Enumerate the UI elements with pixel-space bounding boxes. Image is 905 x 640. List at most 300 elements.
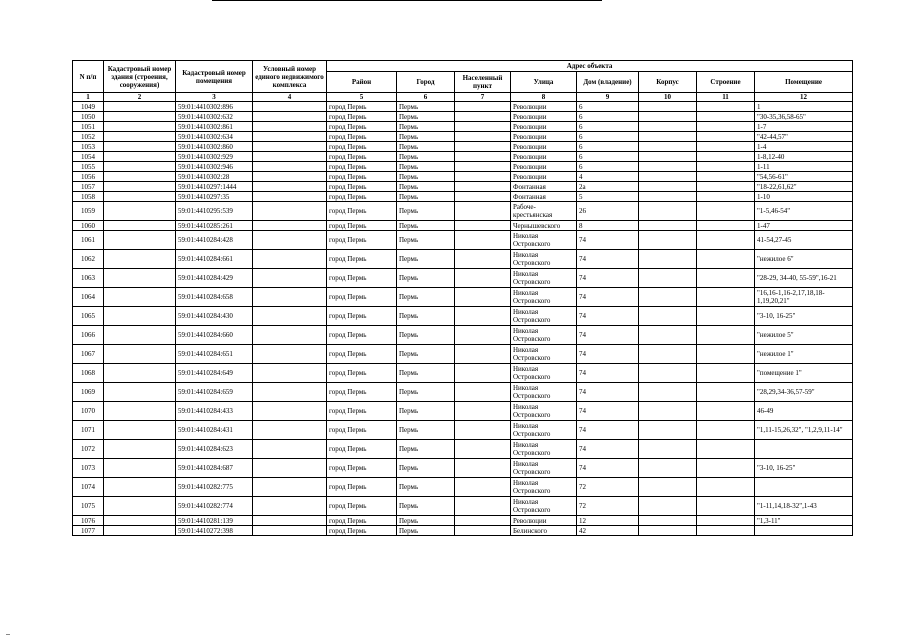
cell-city: Пермь bbox=[397, 202, 455, 221]
cell-cad-room: 59:01:4410302:632 bbox=[176, 112, 253, 122]
cell-house: 12 bbox=[577, 516, 639, 526]
cell-num: 1074 bbox=[73, 478, 104, 497]
table-row bbox=[73, 364, 853, 383]
cell-cad-room: 59:01:4410284:661 bbox=[176, 250, 253, 269]
cell-num: 1075 bbox=[73, 497, 104, 516]
cell-district: город Пермь bbox=[327, 202, 397, 221]
cell-city: Пермь bbox=[397, 250, 455, 269]
cell-street: Революции bbox=[511, 516, 577, 526]
cell-num: 1066 bbox=[73, 326, 104, 345]
cell-house: 6 bbox=[577, 122, 639, 132]
cell-street: Николая Островского bbox=[511, 345, 577, 364]
header-colnum-8: 9 bbox=[577, 93, 639, 102]
cell-cad-room: 59:01:4410282:775 bbox=[176, 478, 253, 497]
cell-building bbox=[697, 221, 755, 231]
cell-room: "нежилое 5" bbox=[755, 326, 853, 345]
cell-room: 41-54,27-45 bbox=[755, 231, 853, 250]
cell-room: 1-7 bbox=[755, 122, 853, 132]
cell-cad-building bbox=[104, 132, 176, 142]
cell-city: Пермь bbox=[397, 182, 455, 192]
cell-cad-building bbox=[104, 526, 176, 536]
header-colnum-5: 6 bbox=[397, 93, 455, 102]
table-row bbox=[73, 516, 853, 526]
cell-settlement bbox=[455, 383, 511, 402]
table-row bbox=[73, 459, 853, 478]
cell-settlement bbox=[455, 172, 511, 182]
cell-room bbox=[755, 478, 853, 497]
table-row bbox=[73, 122, 853, 132]
cell-house: 74 bbox=[577, 307, 639, 326]
cell-house: 72 bbox=[577, 478, 639, 497]
cell-num: 1064 bbox=[73, 288, 104, 307]
cell-district: город Пермь bbox=[327, 364, 397, 383]
table-row bbox=[73, 440, 853, 459]
cell-settlement bbox=[455, 250, 511, 269]
cell-house: 74 bbox=[577, 288, 639, 307]
cell-num: 1051 bbox=[73, 122, 104, 132]
header-sub-1: Город bbox=[397, 72, 455, 93]
cell-city: Пермь bbox=[397, 383, 455, 402]
cell-cad-room: 59:01:4410284:658 bbox=[176, 288, 253, 307]
cell-building bbox=[697, 364, 755, 383]
cell-korpus bbox=[639, 440, 697, 459]
cell-room: "1-11,14,18-32",1-43 bbox=[755, 497, 853, 516]
cell-num: 1068 bbox=[73, 364, 104, 383]
cell-room: "помещение 1" bbox=[755, 364, 853, 383]
cell-room: "1,11-15,26,32", "1,2,9,11-14" bbox=[755, 421, 853, 440]
table-row bbox=[73, 202, 853, 221]
cell-street: Революции bbox=[511, 172, 577, 182]
cell-korpus bbox=[639, 459, 697, 478]
cell-cond-num bbox=[253, 440, 327, 459]
cell-district: город Пермь bbox=[327, 112, 397, 122]
cell-street: Николая Островского bbox=[511, 497, 577, 516]
cell-street: Николая Островского bbox=[511, 326, 577, 345]
cell-cad-building bbox=[104, 202, 176, 221]
cell-settlement bbox=[455, 307, 511, 326]
header-sub-2: Населенный пункт bbox=[455, 72, 511, 93]
table-row bbox=[73, 172, 853, 182]
cell-building bbox=[697, 112, 755, 122]
header-sub-7: Помещение bbox=[755, 72, 853, 93]
cell-cad-building bbox=[104, 383, 176, 402]
header-colnum-2: 3 bbox=[176, 93, 253, 102]
cell-room: "1-5,46-54" bbox=[755, 202, 853, 221]
cell-district: город Пермь bbox=[327, 345, 397, 364]
cell-district: город Пермь bbox=[327, 421, 397, 440]
cell-settlement bbox=[455, 192, 511, 202]
cell-cond-num bbox=[253, 383, 327, 402]
cell-settlement bbox=[455, 421, 511, 440]
cell-cad-room: 59:01:4410295:539 bbox=[176, 202, 253, 221]
cell-cond-num bbox=[253, 202, 327, 221]
cell-korpus bbox=[639, 516, 697, 526]
cell-cad-room: 59:01:4410272:398 bbox=[176, 526, 253, 536]
cell-street: Чернышевского bbox=[511, 221, 577, 231]
cell-num: 1072 bbox=[73, 440, 104, 459]
cell-cond-num bbox=[253, 459, 327, 478]
cell-num: 1070 bbox=[73, 402, 104, 421]
cell-korpus bbox=[639, 152, 697, 162]
cell-korpus bbox=[639, 326, 697, 345]
cell-building bbox=[697, 231, 755, 250]
cell-district: город Пермь bbox=[327, 132, 397, 142]
cell-cad-room: 59:01:4410284:687 bbox=[176, 459, 253, 478]
cell-street: Николая Островского bbox=[511, 383, 577, 402]
cell-building bbox=[697, 497, 755, 516]
cell-building bbox=[697, 459, 755, 478]
cell-room: "42-44,57" bbox=[755, 132, 853, 142]
cell-building bbox=[697, 288, 755, 307]
cell-korpus bbox=[639, 182, 697, 192]
cell-num: 1073 bbox=[73, 459, 104, 478]
cell-korpus bbox=[639, 231, 697, 250]
cell-city: Пермь bbox=[397, 364, 455, 383]
cell-building bbox=[697, 402, 755, 421]
cell-korpus bbox=[639, 162, 697, 172]
header-colnum-9: 10 bbox=[639, 93, 697, 102]
table-row bbox=[73, 497, 853, 516]
cell-cond-num bbox=[253, 132, 327, 142]
cell-cond-num bbox=[253, 192, 327, 202]
cell-num: 1054 bbox=[73, 152, 104, 162]
table-row bbox=[73, 307, 853, 326]
cell-district: город Пермь bbox=[327, 172, 397, 182]
cell-house: 74 bbox=[577, 345, 639, 364]
cell-city: Пермь bbox=[397, 478, 455, 497]
cell-korpus bbox=[639, 142, 697, 152]
cell-district: город Пермь bbox=[327, 250, 397, 269]
cell-room: "3-10, 16-25" bbox=[755, 307, 853, 326]
cell-num: 1049 bbox=[73, 102, 104, 112]
cell-settlement bbox=[455, 102, 511, 112]
cell-settlement bbox=[455, 162, 511, 172]
cell-settlement bbox=[455, 122, 511, 132]
cell-cad-room: 59:01:4410302:896 bbox=[176, 102, 253, 112]
cell-cond-num bbox=[253, 269, 327, 288]
cell-cond-num bbox=[253, 182, 327, 192]
cell-house: 74 bbox=[577, 459, 639, 478]
cell-house: 6 bbox=[577, 102, 639, 112]
cell-cad-building bbox=[104, 102, 176, 112]
cell-city: Пермь bbox=[397, 221, 455, 231]
cell-district: город Пермь bbox=[327, 497, 397, 516]
cell-house: 74 bbox=[577, 364, 639, 383]
cell-district: город Пермь bbox=[327, 307, 397, 326]
cell-street: Николая Островского bbox=[511, 402, 577, 421]
cell-cad-building bbox=[104, 221, 176, 231]
scan-mark bbox=[6, 634, 10, 635]
table-row bbox=[73, 221, 853, 231]
cell-house: 2а bbox=[577, 182, 639, 192]
cell-num: 1058 bbox=[73, 192, 104, 202]
header-colnum-6: 7 bbox=[455, 93, 511, 102]
cell-district: город Пермь bbox=[327, 526, 397, 536]
header-address: Адрес объекта bbox=[327, 61, 853, 72]
cell-house: 4 bbox=[577, 172, 639, 182]
cell-district: город Пермь bbox=[327, 142, 397, 152]
cell-cond-num bbox=[253, 231, 327, 250]
cell-cad-room: 59:01:4410284:659 bbox=[176, 383, 253, 402]
cell-building bbox=[697, 526, 755, 536]
cell-settlement bbox=[455, 497, 511, 516]
cell-settlement bbox=[455, 402, 511, 421]
cell-district: город Пермь bbox=[327, 383, 397, 402]
cell-room: 1-47 bbox=[755, 221, 853, 231]
cell-cad-building bbox=[104, 459, 176, 478]
cell-cad-building bbox=[104, 516, 176, 526]
cell-num: 1055 bbox=[73, 162, 104, 172]
cell-street: Революции bbox=[511, 112, 577, 122]
table-row bbox=[73, 142, 853, 152]
cell-cond-num bbox=[253, 122, 327, 132]
cell-cond-num bbox=[253, 402, 327, 421]
cell-settlement bbox=[455, 231, 511, 250]
cell-korpus bbox=[639, 345, 697, 364]
table-row bbox=[73, 345, 853, 364]
table-row bbox=[73, 383, 853, 402]
cell-cad-room: 59:01:4410281:139 bbox=[176, 516, 253, 526]
cell-cad-building bbox=[104, 421, 176, 440]
header-sub-6: Строение bbox=[697, 72, 755, 93]
cell-cad-room: 59:01:4410284:660 bbox=[176, 326, 253, 345]
cell-room bbox=[755, 440, 853, 459]
cell-building bbox=[697, 421, 755, 440]
cell-cad-building bbox=[104, 307, 176, 326]
cell-city: Пермь bbox=[397, 459, 455, 478]
cell-house: 6 bbox=[577, 152, 639, 162]
cell-district: город Пермь bbox=[327, 516, 397, 526]
cell-district: город Пермь bbox=[327, 102, 397, 112]
header-colnum-11: 12 bbox=[755, 93, 853, 102]
cell-building bbox=[697, 326, 755, 345]
cell-street: Николая Островского bbox=[511, 231, 577, 250]
cell-building bbox=[697, 162, 755, 172]
header-sub-4: Дом (владение) bbox=[577, 72, 639, 93]
cell-district: город Пермь bbox=[327, 440, 397, 459]
cell-cad-building bbox=[104, 142, 176, 152]
cell-num: 1061 bbox=[73, 231, 104, 250]
cell-building bbox=[697, 345, 755, 364]
cell-cad-room: 59:01:4410284:649 bbox=[176, 364, 253, 383]
cell-cond-num bbox=[253, 152, 327, 162]
cell-house: 74 bbox=[577, 402, 639, 421]
cell-street: Николая Островского bbox=[511, 440, 577, 459]
cell-num: 1057 bbox=[73, 182, 104, 192]
cell-korpus bbox=[639, 478, 697, 497]
cell-cad-room: 59:01:4410302:28 bbox=[176, 172, 253, 182]
table-row bbox=[73, 269, 853, 288]
cell-num: 1077 bbox=[73, 526, 104, 536]
cell-building bbox=[697, 182, 755, 192]
cell-num: 1053 bbox=[73, 142, 104, 152]
cell-house: 74 bbox=[577, 269, 639, 288]
cell-street: Николая Островского bbox=[511, 421, 577, 440]
cell-building bbox=[697, 307, 755, 326]
cell-building bbox=[697, 478, 755, 497]
cell-settlement bbox=[455, 459, 511, 478]
cell-house: 6 bbox=[577, 142, 639, 152]
table-row bbox=[73, 250, 853, 269]
cell-room: "нежилое 6" bbox=[755, 250, 853, 269]
cell-house: 42 bbox=[577, 526, 639, 536]
cell-house: 5 bbox=[577, 192, 639, 202]
cell-cond-num bbox=[253, 112, 327, 122]
cell-city: Пермь bbox=[397, 402, 455, 421]
cell-city: Пермь bbox=[397, 162, 455, 172]
cell-korpus bbox=[639, 202, 697, 221]
cell-street: Николая Островского bbox=[511, 478, 577, 497]
cell-num: 1052 bbox=[73, 132, 104, 142]
cell-cond-num bbox=[253, 497, 327, 516]
cell-cond-num bbox=[253, 102, 327, 112]
cell-city: Пермь bbox=[397, 152, 455, 162]
cell-street: Николая Островского bbox=[511, 250, 577, 269]
cell-cad-building bbox=[104, 345, 176, 364]
cell-building bbox=[697, 152, 755, 162]
cell-cond-num bbox=[253, 221, 327, 231]
cell-cad-room: 59:01:4410297:35 bbox=[176, 192, 253, 202]
cell-settlement bbox=[455, 132, 511, 142]
cell-cad-building bbox=[104, 440, 176, 459]
cell-district: город Пермь bbox=[327, 326, 397, 345]
cell-district: город Пермь bbox=[327, 221, 397, 231]
cell-street: Революции bbox=[511, 132, 577, 142]
cell-city: Пермь bbox=[397, 142, 455, 152]
cell-settlement bbox=[455, 152, 511, 162]
cell-room: "28,29,34-36,57-59" bbox=[755, 383, 853, 402]
cell-room: "3-10, 16-25" bbox=[755, 459, 853, 478]
cell-room: 1-4 bbox=[755, 142, 853, 152]
cell-street: Фонтанная bbox=[511, 182, 577, 192]
table-row bbox=[73, 112, 853, 122]
table-row bbox=[73, 162, 853, 172]
cell-cad-building bbox=[104, 497, 176, 516]
cell-house: 74 bbox=[577, 440, 639, 459]
cell-district: город Пермь bbox=[327, 459, 397, 478]
cell-cad-building bbox=[104, 182, 176, 192]
cell-city: Пермь bbox=[397, 112, 455, 122]
cell-settlement bbox=[455, 440, 511, 459]
table-row bbox=[73, 326, 853, 345]
cell-street: Революции bbox=[511, 122, 577, 132]
cell-house: 74 bbox=[577, 250, 639, 269]
cell-room bbox=[755, 526, 853, 536]
cell-house: 74 bbox=[577, 326, 639, 345]
cell-cad-building bbox=[104, 250, 176, 269]
cell-house: 74 bbox=[577, 383, 639, 402]
cell-cad-building bbox=[104, 172, 176, 182]
cell-num: 1059 bbox=[73, 202, 104, 221]
cell-cond-num bbox=[253, 364, 327, 383]
cell-num: 1050 bbox=[73, 112, 104, 122]
cell-street: Николая Островского bbox=[511, 364, 577, 383]
cell-cad-building bbox=[104, 152, 176, 162]
header-cad-room: Кадастровый номер помещения bbox=[176, 61, 253, 93]
cell-street: Фонтанная bbox=[511, 192, 577, 202]
cell-settlement bbox=[455, 182, 511, 192]
table-row bbox=[73, 231, 853, 250]
header-num: N п/п bbox=[73, 61, 104, 93]
cell-room: "1,3-11" bbox=[755, 516, 853, 526]
cell-house: 74 bbox=[577, 231, 639, 250]
cell-street: Николая Островского bbox=[511, 307, 577, 326]
header-cond-num: Условный номер единого недвижимого комплекса bbox=[253, 61, 327, 93]
cell-cad-building bbox=[104, 162, 176, 172]
header-colnum-1: 2 bbox=[104, 93, 176, 102]
cell-building bbox=[697, 102, 755, 112]
cell-building bbox=[697, 440, 755, 459]
cell-room: "30-35,36,58-65" bbox=[755, 112, 853, 122]
cell-cad-building bbox=[104, 326, 176, 345]
cell-settlement bbox=[455, 478, 511, 497]
cell-num: 1071 bbox=[73, 421, 104, 440]
cell-num: 1062 bbox=[73, 250, 104, 269]
cell-building bbox=[697, 202, 755, 221]
cell-cad-room: 59:01:4410302:860 bbox=[176, 142, 253, 152]
cell-district: город Пермь bbox=[327, 152, 397, 162]
cell-building bbox=[697, 250, 755, 269]
cell-settlement bbox=[455, 288, 511, 307]
header-colnum-7: 8 bbox=[511, 93, 577, 102]
cell-building bbox=[697, 142, 755, 152]
cell-settlement bbox=[455, 221, 511, 231]
table-row bbox=[73, 526, 853, 536]
cell-num: 1076 bbox=[73, 516, 104, 526]
cell-house: 72 bbox=[577, 497, 639, 516]
header-colnum-10: 11 bbox=[697, 93, 755, 102]
cell-cad-room: 59:01:4410284:433 bbox=[176, 402, 253, 421]
cell-settlement bbox=[455, 345, 511, 364]
cell-building bbox=[697, 172, 755, 182]
cell-cad-room: 59:01:4410302:929 bbox=[176, 152, 253, 162]
cell-city: Пермь bbox=[397, 288, 455, 307]
cell-room: "16,16-1,16-2,17,18,18-1,19,20,21" bbox=[755, 288, 853, 307]
cell-cad-room: 59:01:4410302:946 bbox=[176, 162, 253, 172]
cell-street: Николая Островского bbox=[511, 459, 577, 478]
cell-cad-room: 59:01:4410302:861 bbox=[176, 122, 253, 132]
cell-cad-building bbox=[104, 269, 176, 288]
cell-cad-building bbox=[104, 478, 176, 497]
cell-num: 1069 bbox=[73, 383, 104, 402]
cell-num: 1056 bbox=[73, 172, 104, 182]
cell-street: Революции bbox=[511, 162, 577, 172]
cell-num: 1065 bbox=[73, 307, 104, 326]
cell-settlement bbox=[455, 142, 511, 152]
cell-room: "28-29, 34-40, 55-59",16-21 bbox=[755, 269, 853, 288]
cell-city: Пермь bbox=[397, 516, 455, 526]
header-column-numbers bbox=[73, 93, 853, 102]
cell-city: Пермь bbox=[397, 440, 455, 459]
cell-cad-building bbox=[104, 192, 176, 202]
cell-building bbox=[697, 132, 755, 142]
cell-korpus bbox=[639, 288, 697, 307]
cell-korpus bbox=[639, 112, 697, 122]
header-colnum-4: 5 bbox=[327, 93, 397, 102]
cell-city: Пермь bbox=[397, 526, 455, 536]
cell-city: Пермь bbox=[397, 269, 455, 288]
cell-cad-room: 59:01:4410284:430 bbox=[176, 307, 253, 326]
cell-street: Революции bbox=[511, 152, 577, 162]
cell-district: город Пермь bbox=[327, 402, 397, 421]
cell-cad-room: 59:01:4410302:634 bbox=[176, 132, 253, 142]
cell-cond-num bbox=[253, 326, 327, 345]
cell-district: город Пермь bbox=[327, 269, 397, 288]
cell-korpus bbox=[639, 421, 697, 440]
cell-cad-room: 59:01:4410284:623 bbox=[176, 440, 253, 459]
table-row bbox=[73, 132, 853, 142]
cell-korpus bbox=[639, 102, 697, 112]
